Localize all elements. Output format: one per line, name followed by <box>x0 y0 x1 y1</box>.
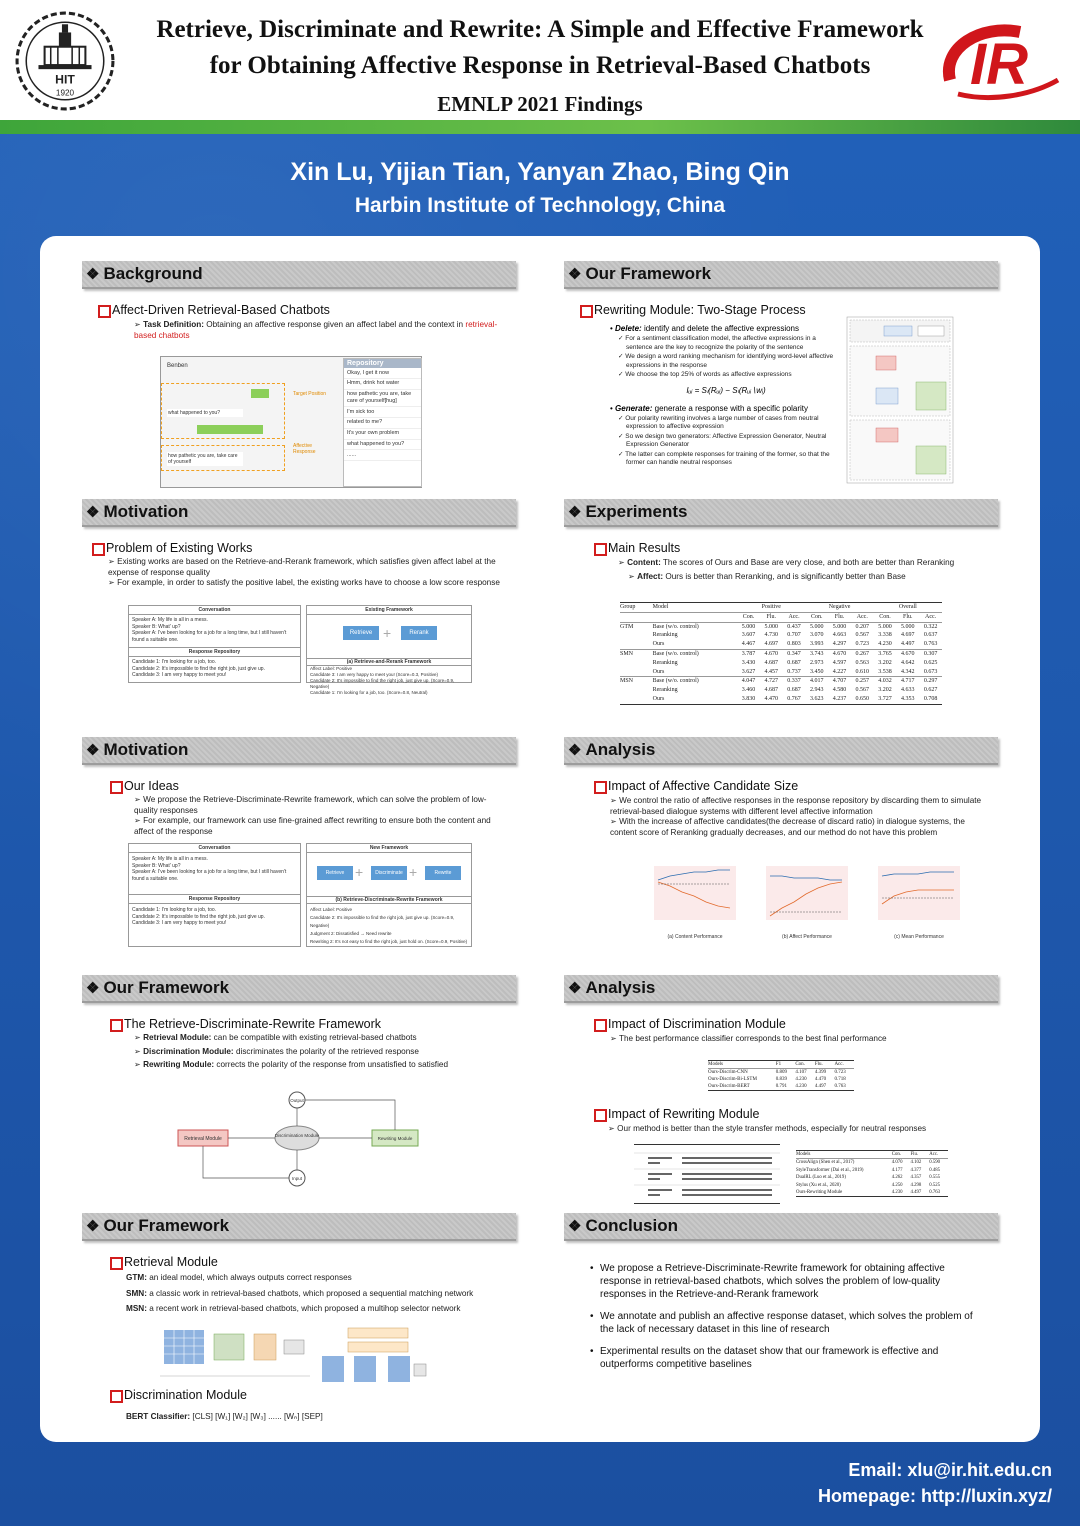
th: Model <box>652 604 669 610</box>
text-line: Speaker B: What' up? <box>132 623 181 630</box>
plus-icon: + <box>383 625 392 641</box>
chat-question: what happened to you? <box>167 409 243 417</box>
rewriting-comparison-table-left <box>634 1144 780 1204</box>
table-row: Ours-Rewriting Module 4.230 4.497 0.763 <box>796 1190 941 1196</box>
back-label: Benben <box>167 363 188 369</box>
subsection-title: Impact of Rewriting Module <box>608 1107 760 1121</box>
section-header: ❖ Our Framework <box>82 975 516 1003</box>
section-analysis-modules <box>564 975 998 1045</box>
th: F1 <box>775 1062 782 1067</box>
conv-lines <box>129 615 300 645</box>
table-row: Reranking 3.607 4.730 0.707 3.070 4.663 0.567 3.338 4.697 0.637 <box>652 632 938 639</box>
text-line: Candidate 1: I'm looking for a job, too. (Score=0.8, Neutral) <box>310 690 428 695</box>
fig-caption: (b) Retrieve-Discriminate-Rewrite Framework <box>307 896 471 904</box>
content-result: ➢ Content: The scores of Ours and Base are very close, and both are better than Reranking <box>618 558 955 567</box>
text-line: Affect Label: Positive <box>310 666 352 671</box>
bullet-item: ➢ We propose the Retrieve-Discriminate-Rewrite framework, which can solve the problem of low-quality responses <box>134 795 487 815</box>
section-conclusion <box>564 1213 998 1241</box>
text-line: Speaker A: My life is all in a mess. <box>132 617 208 623</box>
delete-checks <box>610 335 842 380</box>
importance-formula: Iᵤᵢ = Sₗ(Rᵤᵢ) − Sₗ(Rᵤᵢ∖wᵢ) <box>686 385 766 395</box>
conclusion-item: • Experimental results on the dataset show that our framework is effective and outperforms competitive baselines <box>600 1345 974 1371</box>
task-definition: ➢ Task Definition: Obtaining an affective response given an affect label and the context in retrieval-based chatbots <box>134 320 498 340</box>
section-header: ❖ Our Framework <box>82 1213 516 1241</box>
text-line: Candidate 2: It's impossible to find the right job, just give up. <box>132 913 265 920</box>
table-row: Ours 3.627 4.457 0.737 3.450 4.227 0.610 3.538 4.342 0.673 <box>620 668 942 677</box>
paper-title-line1: Retrieve, Discriminate and Rewrite: A Simple and Effective Framework <box>156 16 924 43</box>
result-lines <box>310 666 471 696</box>
diamond-icon: ❖ <box>568 980 582 997</box>
section-header: ❖ Our Framework <box>564 261 998 289</box>
new-framework-figure <box>306 843 472 947</box>
th: Con. <box>879 613 891 620</box>
mean-plot <box>864 862 962 932</box>
th: Models <box>796 1152 811 1157</box>
result-lines <box>310 906 471 946</box>
rewriting-steps <box>610 323 842 468</box>
section-header: ❖ Analysis <box>564 975 998 1003</box>
th: Acc. <box>856 613 868 620</box>
th: Acc. <box>834 1062 844 1067</box>
diamond-icon: ❖ <box>86 980 100 997</box>
bullet-item: ➢ Existing works are based on the Retrieve-and-Rerank framework, which satisfies given affect label at the expense of response quality <box>108 557 496 577</box>
bullet-item: ➢ For example, our framework can use fine-grained affect rewriting to ensure both the content and affect of the response <box>134 816 491 836</box>
th: Positive <box>761 604 781 610</box>
table-row: MSN Base (w/o. control) 4.047 4.727 0.337 4.017 4.707 0.257 4.032 4.717 0.297 <box>620 678 938 685</box>
bullet-item: ➢ Rewriting Module: corrects the polarity of the response from unsatisfied to satisfied <box>134 1060 449 1069</box>
repository-panel <box>343 358 422 487</box>
subsection-title: Retrieval Module <box>124 1255 516 1269</box>
text-line: related to me? <box>344 418 421 429</box>
subsection-title: Our Ideas <box>124 779 516 793</box>
discriminate-box: Discriminate <box>371 866 407 880</box>
th: Flu. <box>766 613 777 620</box>
header <box>0 0 1080 122</box>
table-row: SMN Base (w/o. control) 3.787 4.670 0.347 3.743 4.670 0.267 3.765 4.670 0.307 <box>620 650 938 657</box>
fig-header: Conversation <box>129 844 300 853</box>
conversation-figure <box>128 605 301 683</box>
contact-email[interactable]: Email: xlu@ir.hit.edu.cn <box>848 1460 1052 1480</box>
th: Con. <box>795 1062 805 1067</box>
repository-list <box>344 368 421 461</box>
authors: Xin Lu, Yijian Tian, Yanyan Zhao, Bing Qin <box>290 158 790 186</box>
section-header: ❖ Motivation <box>82 499 516 527</box>
diamond-icon: ❖ <box>568 504 582 521</box>
text-line: Candidate 1: I'm looking for a job, too. <box>132 659 217 665</box>
text-line: Candidate 2: It's impossible to find the right job, just give up. <box>132 665 265 672</box>
section-motivation-problem <box>82 499 516 589</box>
text-line: what happened to you? <box>344 440 421 451</box>
model-item: SMN: a classic work in retrieval-based chatbots, which proposed a sequential matching network <box>126 1288 474 1298</box>
th: Flu. <box>814 1062 823 1067</box>
affiliation: Harbin Institute of Technology, China <box>354 194 726 217</box>
text-line: Candidate 2: It's impossible to find the right job, just give up. (Score=0.9, Negative) <box>310 915 455 928</box>
svg-text:Output: Output <box>290 1098 304 1103</box>
paper-title-line2: for Obtaining Affective Response in Retrieval-Based Chatbots <box>209 52 871 79</box>
th: Flu. <box>834 613 845 620</box>
repository-title: Repository <box>344 359 421 368</box>
delete-step: • Delete: identify and delete the affective expressions <box>610 324 800 333</box>
conclusion-item: • We propose a Retrieve-Discriminate-Rewrite framework for obtaining affective response in retrieval-based chatbots, which solves the problem of low-quality responses in the Retrieve-and-Rerank framework <box>600 1262 974 1301</box>
diamond-icon: ❖ <box>86 742 100 759</box>
section-analysis-candidates <box>564 737 998 838</box>
text-line: Affect Label: Positive <box>310 907 352 912</box>
plot-caption: (c) Mean Performance <box>894 934 944 940</box>
fig-header: Conversation <box>129 606 300 615</box>
svg-text:Rewriting Module: Rewriting Module <box>377 1136 413 1141</box>
ir-logo-icon <box>940 18 1064 108</box>
check-item: ✓ So we design two generators: Affective Expression Generator, Neutral Expression Generator <box>618 432 827 448</box>
repo-lines <box>129 904 300 930</box>
table-row: Ours-Discrim-CNN 0.809 4.107 4.399 0.723 <box>708 1070 846 1075</box>
table-row: GTM Base (w/o. control) 5.000 5.000 0.437 5.000 5.000 0.207 5.000 5.000 0.322 <box>620 623 938 630</box>
check-item: ✓ We design a word ranking mechanism for identifying word-level affective expressions in the response <box>618 353 834 369</box>
subsection-title: Rewriting Module: Two-Stage Process <box>594 303 998 317</box>
green-divider <box>0 120 1080 134</box>
text-line: Judgment 2: Dissatisfied → Need rewrite <box>310 931 392 936</box>
section-framework-modules <box>82 1213 516 1315</box>
hit-logo-icon <box>14 10 116 112</box>
section-header: ❖ Motivation <box>82 737 516 765</box>
check-item: ✓ For a sentiment classification model, the affective expressions in a sentence are the key to recognize the polarity of the sentence <box>618 335 816 351</box>
framework-diagram <box>172 1090 422 1190</box>
subsection-title: Problem of Existing Works <box>106 541 516 555</box>
section-header: ❖ Analysis <box>564 737 998 765</box>
conclusion-item: • We annotate and publish an affective response dataset, which solves the problem of the lack of necessary dataset in this line of research <box>600 1310 974 1336</box>
text-line: ...... <box>344 450 421 461</box>
table-row: Reranking 3.430 4.687 0.687 2.973 4.597 0.563 3.202 4.642 0.625 <box>652 659 938 666</box>
existing-framework-figure <box>306 605 472 695</box>
section-header: ❖ Background <box>82 261 516 289</box>
candidate-size-plots <box>640 862 970 944</box>
check-item: ✓ We choose the top 25% of words as affective expressions <box>618 371 792 378</box>
bullet-item: ➢ We control the ratio of affective responses in the response repository by discarding them to simulate retrieval-based dialogue systems with different level affective information <box>610 796 982 816</box>
diamond-icon: ❖ <box>568 1218 582 1235</box>
model-item: MSN: a recent work in retrieval-based chatbots, which proposed a multihop selector network <box>126 1304 461 1313</box>
section-header: ❖ Experiments <box>564 499 998 527</box>
target-label: Target Position <box>293 391 327 397</box>
check-item: ✓ The latter can complete responses for training of the former, so that the former can handle neutral responses <box>618 450 830 466</box>
text-line: I'm sick too <box>344 407 421 418</box>
target-box <box>161 383 285 439</box>
bullet-item: ➢ Discrimination Module: discriminates the polarity of the retrieved response <box>134 1046 419 1056</box>
th: Acc. <box>788 613 800 620</box>
text-line: Okay, I get it now <box>344 368 421 379</box>
th: Overall <box>898 604 917 610</box>
affect-result: ➢ Affect: Ours is better than Reranking, and is significantly better than Base <box>628 571 906 581</box>
rewriting-module-diagram <box>846 316 954 484</box>
subsection-title: Impact of Affective Candidate Size <box>608 779 998 793</box>
table-row: Ours-Discrim-BERT 0.791 4.230 4.497 0.763 <box>708 1084 846 1089</box>
section-framework-rewriting <box>564 261 998 317</box>
bullet-item: ➢ Retrieval Module: can be compatible with existing retrieval-based chatbots <box>134 1033 417 1042</box>
fig-header: Response Repository <box>129 894 300 904</box>
conversation-figure-2 <box>128 843 301 947</box>
model-item: GTM: an ideal model, which always outputs correct responses <box>126 1273 352 1282</box>
generate-checks <box>610 415 842 468</box>
generate-step: • Generate: generate a response with a specific polarity <box>610 403 809 413</box>
svg-text:Discrimination Module: Discrimination Module <box>274 1133 320 1138</box>
affective-label: Affective Response <box>293 443 316 455</box>
svg-text:IR: IR <box>970 32 1028 97</box>
retrieve-box: Retrieve <box>343 626 379 640</box>
text-line: Candidate 3: I am very happy to meet you! <box>132 672 227 678</box>
svg-text:HIT: HIT <box>55 72 75 87</box>
th: Group <box>620 604 636 610</box>
bert-classifier: BERT Classifier: [CLS] [W₁] [W₂] [W₃] ...... [Wₙ] [SEP] <box>126 1412 323 1421</box>
text-line: Candidate 3: I am very happy to meet you! (Score=0.3, Positive) <box>310 672 438 677</box>
fig-header: Response Repository <box>129 647 300 657</box>
section-background <box>82 261 516 341</box>
retrieve-box: Retrieve <box>317 866 353 880</box>
affective-box <box>161 445 285 471</box>
section-experiments <box>564 499 998 582</box>
repo-lines <box>129 657 300 681</box>
th: Flu. <box>910 1152 919 1157</box>
table-row: DualRL (Luo et al., 2019) 4.262 4.357 0.555 <box>796 1175 941 1181</box>
subsection-title: Discrimination Module <box>124 1388 247 1402</box>
text-line: Hmm, drink hot water <box>344 379 421 390</box>
text-line: Speaker A: I've been looking for a job for a long time, but I still haven't found a suitable one. <box>132 869 287 882</box>
text-line: Candidate 1: I'm looking for a job, too. <box>132 907 217 913</box>
rewrite-box: Rewrite <box>425 866 461 880</box>
diamond-icon: ❖ <box>568 266 582 283</box>
subsection-title: Main Results <box>608 541 998 555</box>
plot-caption: (a) Content Performance <box>667 934 723 940</box>
subsection-title: Impact of Discrimination Module <box>608 1017 998 1031</box>
conclusion-list <box>554 1262 1004 1371</box>
plot-caption: (b) Affect Performance <box>782 934 832 940</box>
text-line: Speaker A: I've been looking for a job for a long time, but I still haven't found a suitable one. <box>132 630 287 643</box>
text-line: Candidate 2: It's impossible to find the right job, just give up. (Score=0.9, Negative) <box>310 678 455 689</box>
th: Con. <box>742 613 755 620</box>
smn-architecture-figure <box>160 1326 310 1388</box>
section-framework-overview <box>82 975 516 1071</box>
diamond-icon: ❖ <box>86 266 100 283</box>
th: Models <box>708 1062 723 1067</box>
table-lines <box>634 1145 780 1203</box>
fig-header: Existing Framework <box>307 606 471 615</box>
venue: EMNLP 2021 Findings <box>437 92 643 116</box>
contact-homepage[interactable]: Homepage: http://luxin.xyz/ <box>817 1486 1052 1506</box>
table-row: Ours 4.467 4.697 0.803 3.993 4.297 0.723 4.230 4.497 0.763 <box>620 640 942 649</box>
plus-icon: + <box>409 864 418 880</box>
bullet-item: ➢ For example, in order to satisfy the positive label, the existing works have to choose a low score response <box>108 578 500 587</box>
text-line: Speaker A: My life is all in a mess. <box>132 856 208 862</box>
table-row: Ours-Discrim-Bi-LSTM 0.839 4.230 4.470 0.718 <box>708 1077 846 1082</box>
plus-icon: + <box>355 864 364 880</box>
diamond-icon: ❖ <box>568 742 582 759</box>
rewriting-comparison-table <box>796 1150 948 1197</box>
svg-text:1920: 1920 <box>55 88 75 98</box>
main-results-table <box>620 602 942 705</box>
text-line: how pathetic you are, take care of yourself[hug] <box>344 390 421 408</box>
rerank-box: Rerank <box>401 626 437 640</box>
chat-example-figure <box>160 356 422 488</box>
table-row: StyleTransformer (Dai et al., 2019) 4.177 4.377 0.485 <box>796 1167 941 1173</box>
section-header: ❖ Conclusion <box>564 1213 998 1241</box>
subsection-title: Affect-Driven Retrieval-Based Chatbots <box>112 303 516 317</box>
diamond-icon: ❖ <box>86 504 100 521</box>
table-row: CrossAlign (Shen et al., 2017) 4.070 4.102 0.590 <box>796 1160 941 1166</box>
text-line: It's your own problem <box>344 429 421 440</box>
text-line: Rewriting 2: It's not easy to find the right job, just hold on. (Score=0.9, Positive) <box>310 939 468 944</box>
fig-header: New Framework <box>307 844 471 853</box>
th: Con. <box>811 613 823 620</box>
fig-caption: (a) Retrieve-and-Rerank Framework <box>307 658 471 666</box>
table-row: Ours 3.830 4.470 0.767 3.623 4.237 0.650 3.727 4.353 0.708 <box>652 695 938 702</box>
th: Con. <box>891 1152 901 1157</box>
section-motivation-ideas <box>82 737 516 837</box>
msn-architecture-figure <box>318 1326 430 1388</box>
diamond-icon: ❖ <box>86 1218 100 1235</box>
conv-lines <box>129 853 300 888</box>
check-item: ✓ Our polarity rewriting involves a large number of cases from neutral expression to affective expression <box>618 414 819 430</box>
subsection-title: The Retrieve-Discriminate-Rewrite Framework <box>124 1017 516 1031</box>
content-plot <box>640 862 738 932</box>
th: Acc. <box>924 613 937 620</box>
table-row: Stylus (Xu et al., 2020) 4.250 4.298 0.525 <box>796 1182 941 1188</box>
discrimination-table <box>708 1060 854 1091</box>
bullet-item: ➢ With the increase of affective candidates(the decrease of discard ratio) in dialogue systems, the content score of Reranking gradually decreases, and our method do not have this problem <box>610 817 965 837</box>
bullet-item: ➢ The best performance classifier corresponds to the best final performance <box>610 1034 887 1043</box>
affect-plot <box>752 862 850 932</box>
text-line: Speaker B: What' up? <box>132 862 181 869</box>
th: Acc. <box>929 1152 939 1157</box>
th: Negative <box>828 604 851 610</box>
th: Flu. <box>903 613 913 620</box>
svg-text:Retrieval Module: Retrieval Module <box>184 1136 222 1142</box>
chat-reply: how pathetic you are, take care of yourself <box>167 452 243 466</box>
bullet-item: ➢ Our method is better than the style transfer methods, especially for neutral responses <box>608 1124 927 1133</box>
table-row: Reranking 3.460 4.687 0.687 2.943 4.580 0.567 3.202 4.633 0.627 <box>652 687 938 694</box>
svg-text:Input: Input <box>291 1176 303 1181</box>
text-line: Candidate 3: I am very happy to meet you! <box>132 920 227 926</box>
